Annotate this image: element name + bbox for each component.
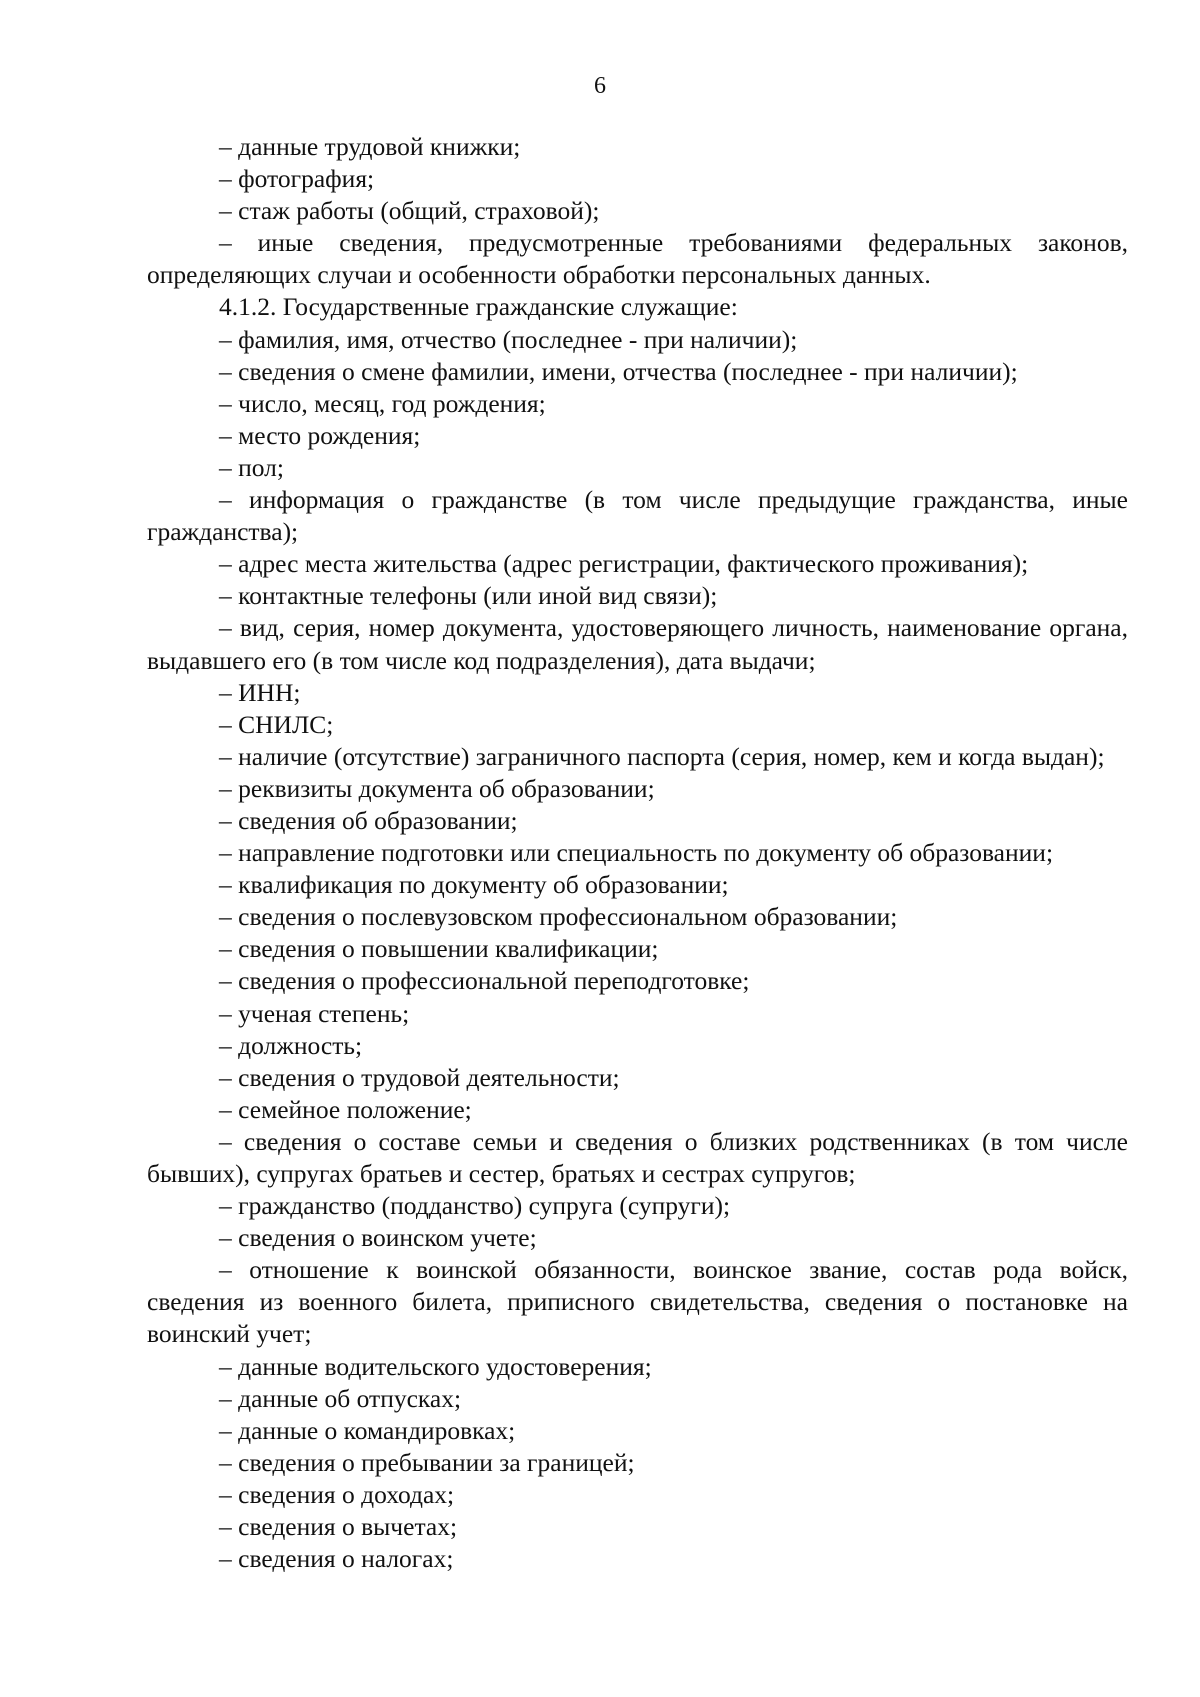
paragraph: – фамилия, имя, отчество (последнее - при наличии); [219,324,798,354]
paragraph: – отношение к воинской обязанности, воинское звание, состав рода войск, сведения из военного билета, приписного свидетельства, сведения о постановке на воинский учет; [147,1255,1128,1349]
paragraph: – ИНН; [219,677,301,707]
paragraph: – фотография; [219,164,375,194]
paragraph: 4.1.2. Государственные гражданские служащие: [219,292,738,322]
paragraph: – гражданство (подданство) супруга (супруги); [219,1191,731,1221]
paragraph: – СНИЛС; [219,709,334,739]
paragraph: – стаж работы (общий, страховой); [219,196,600,226]
paragraph: – сведения о послевузовском профессиональном образовании; [219,902,898,932]
paragraph: – наличие (отсутствие) заграничного паспорта (серия, номер, кем и когда выдан); [219,741,1105,771]
paragraph: – сведения о доходах; [219,1479,455,1509]
paragraph: – сведения об образовании; [219,805,518,835]
page-number: 6 [594,73,606,99]
paragraph: – реквизиты документа об образовании; [219,773,655,803]
paragraph: – сведения о трудовой деятельности; [219,1062,620,1092]
paragraph: – данные трудовой книжки; [219,132,521,161]
paragraph: – контактные телефоны (или иной вид связи); [219,581,718,611]
paragraph: – ученая степень; [219,998,410,1028]
paragraph: – сведения о составе семьи и сведения о близких родственниках (в том числе бывших), супругах братьев и сестер, братьях и сестрах супругов; [147,1126,1128,1188]
paragraph: – адрес места жительства (адрес регистрации, фактического проживания); [219,549,1029,579]
paragraph: – квалификация по документу об образовании; [219,870,729,900]
paragraph: – сведения о пребывании за границей; [219,1447,635,1477]
paragraph: – данные о командировках; [219,1415,516,1445]
paragraph: – иные сведения, предусмотренные требованиями федеральных законов, определяющих случаи и особенности обработки персональных данных. [147,228,1128,290]
paragraph: – данные водительского удостоверения; [219,1351,652,1381]
paragraph: – направление подготовки или специальность по документу об образовании; [219,838,1054,868]
document-body [147,131,1128,1575]
paragraph: – информация о гражданстве (в том числе предыдущие гражданства, иные гражданства); [147,485,1128,547]
paragraph: – пол; [219,452,284,482]
paragraph: – сведения о смене фамилии, имени, отчества (последнее - при наличии); [219,356,1018,386]
paragraph: – данные об отпусках; [219,1383,462,1413]
paragraph: – число, месяц, год рождения; [219,388,546,418]
paragraph: – сведения о налогах; [219,1544,454,1574]
paragraph: – сведения о профессиональной переподготовке; [219,966,750,996]
paragraph: – место рождения; [219,420,421,450]
paragraph: – сведения о воинском учете; [219,1223,537,1253]
paragraph: – вид, серия, номер документа, удостоверяющего личность, наименование органа, выдавшего его (в том числе код подразделения), дата выдачи; [147,613,1128,675]
paragraph: – должность; [219,1030,363,1060]
paragraph: – семейное положение; [219,1094,472,1124]
paragraph: – сведения о повышении квалификации; [219,934,659,964]
paragraph: – сведения о вычетах; [219,1512,458,1542]
